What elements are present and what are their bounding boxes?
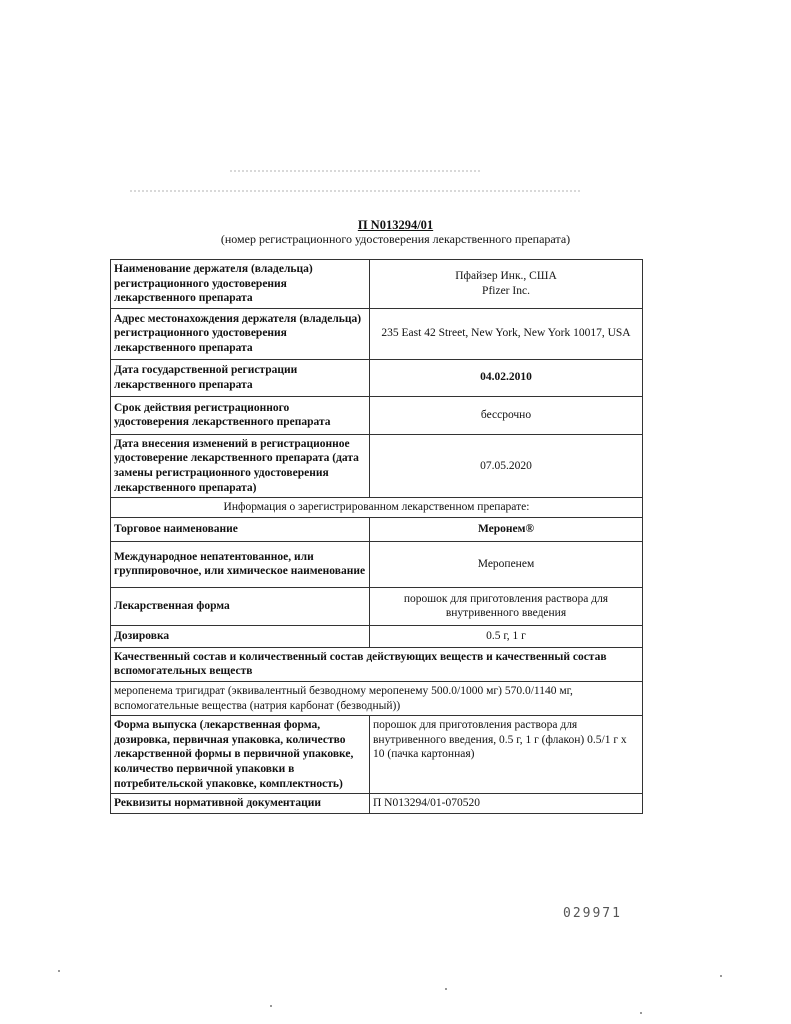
scan-speck (58, 970, 60, 972)
release-form-label: Форма выпуска (лекарственная форма, дозировка, первичная упаковка, количество лекарственной формы в первичной упаковке, количество первичной упаковки в потребительской упаковке, комплектность) (111, 716, 370, 794)
table-row (111, 681, 643, 715)
registration-number-caption: (номер регистрационного удостоверения лекарственного препарата) (220, 232, 571, 246)
validity-label: Срок действия регистрационного удостоверения лекарственного препарата (111, 396, 370, 434)
table-row (111, 359, 643, 396)
composition-value: меропенема тригидрат (эквивалентный безводному меропенему 500.0/1000 мг) 570.0/1140 мг, вспомогательные вещества (натрия карбонат (безводный)) (111, 681, 643, 715)
holder-value (370, 260, 643, 309)
validity-value: бессрочно (370, 396, 643, 434)
scan-speck (270, 1005, 272, 1007)
normative-label: Реквизиты нормативной документации (111, 794, 370, 814)
reg-date-value: 04.02.2010 (370, 359, 643, 396)
dosage-label: Дозировка (111, 625, 370, 647)
table-row (111, 498, 643, 518)
address-value: 235 East 42 Street, New York, New York 10017, USA (370, 308, 643, 359)
scan-speck (445, 988, 447, 990)
inn-label: Международное непатентованное, или группировочное, или химическое наименование (111, 541, 370, 587)
holder-label: Наименование держателя (владельца) регистрационного удостоверения лекарственного препарата (111, 260, 370, 309)
holder-value-en: Pfizer Inc. (482, 284, 530, 297)
reg-date-label: Дата государственной регистрации лекарственного препарата (111, 359, 370, 396)
address-label: Адрес местонахождения держателя (владельца) регистрационного удостоверения лекарственного препарата (111, 308, 370, 359)
changes-date-label: Дата внесения изменений в регистрационное удостоверение лекарственного препарата (дата замены регистрационного удостоверения лекарственного препарата) (111, 434, 370, 497)
dosage-value: 0.5 г, 1 г (370, 625, 643, 647)
faded-header-line-2 (130, 190, 580, 194)
trade-name-label: Торговое наименование (111, 517, 370, 541)
info-header: Информация о зарегистрированном лекарственном препарате: (111, 498, 643, 518)
registration-number: П N013294/01 (357, 218, 434, 232)
table-row (111, 396, 643, 434)
form-value: порошок для приготовления раствора для внутривенного введения (370, 587, 643, 625)
release-form-value: порошок для приготовления раствора для внутривенного введения, 0.5 г, 1 г (флакон) 0.5/1 г х 10 (пачка картонная) (370, 716, 643, 794)
table-row (111, 308, 643, 359)
page-stamp-number: 029971 (563, 906, 622, 921)
normative-value: П N013294/01-070520 (370, 794, 643, 814)
trade-name-value: Меронем® (370, 517, 643, 541)
faded-header-line-1 (230, 170, 480, 174)
table-row (111, 541, 643, 587)
scan-speck (640, 1012, 642, 1014)
table-row (111, 625, 643, 647)
table-row (111, 647, 643, 681)
holder-value-ru: Пфайзер Инк., США (455, 270, 557, 283)
table-row (111, 260, 643, 309)
registration-table (110, 259, 643, 814)
table-row (111, 434, 643, 497)
changes-date-value: 07.05.2020 (370, 434, 643, 497)
inn-value: Меропенем (370, 541, 643, 587)
table-row (111, 716, 643, 794)
composition-header: Качественный состав и количественный состав действующих веществ и качественный состав вспомогательных веществ (111, 647, 643, 681)
table-row (111, 587, 643, 625)
table-row (111, 794, 643, 814)
scan-speck (720, 975, 722, 977)
table-row (111, 517, 643, 541)
form-label: Лекарственная форма (111, 587, 370, 625)
